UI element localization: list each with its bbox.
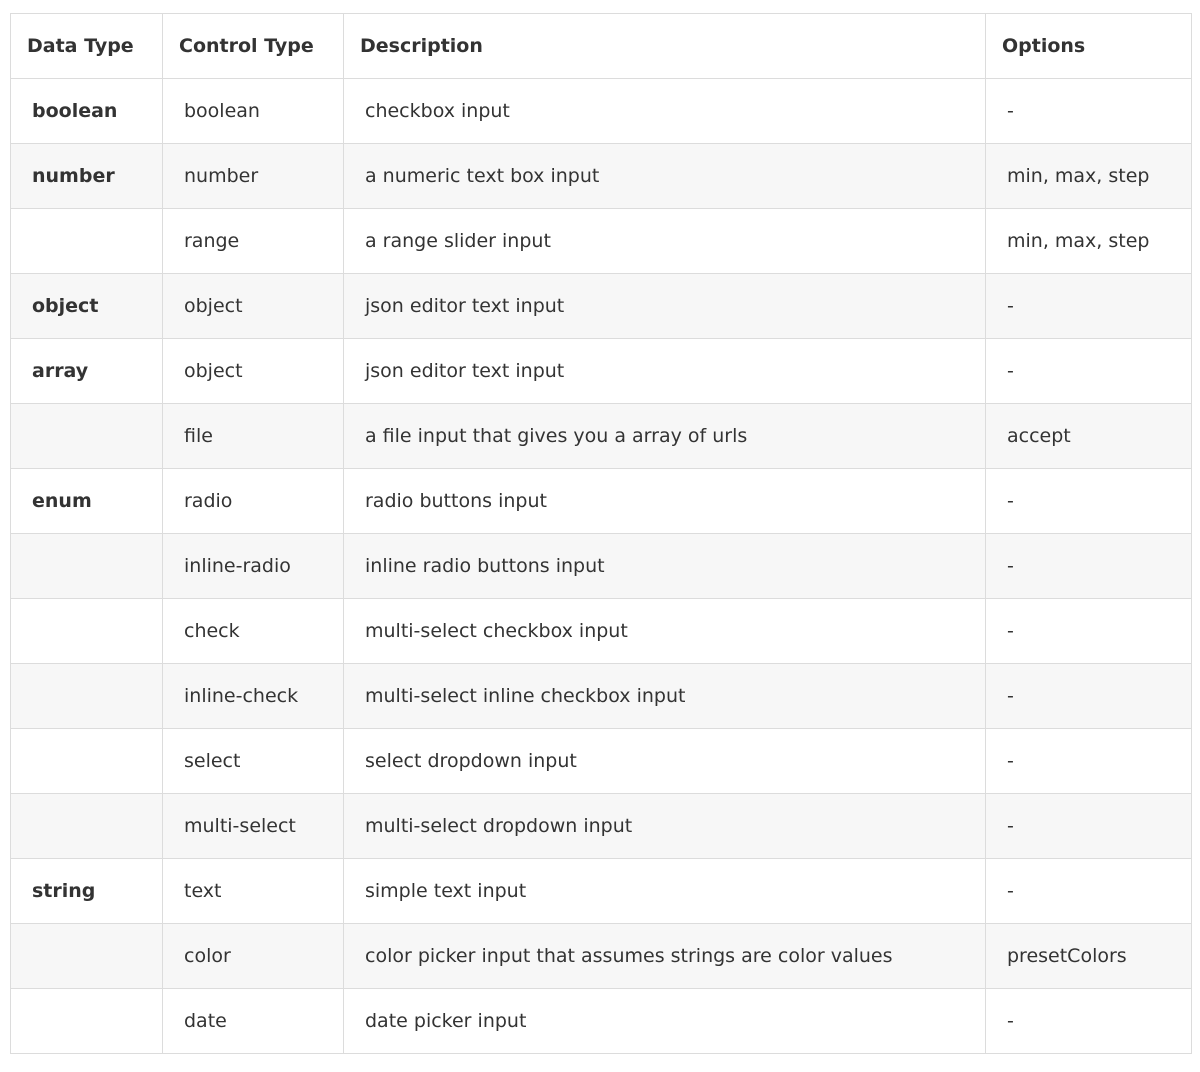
cell-data-type (11, 404, 163, 469)
table-row (11, 274, 1192, 339)
table-row (11, 469, 1192, 534)
cell-description: a numeric text box input (344, 144, 986, 209)
table-row (11, 989, 1192, 1054)
cell-control-type: boolean (163, 79, 344, 144)
cell-control-type: number (163, 144, 344, 209)
cell-options: min, max, step (986, 144, 1192, 209)
cell-description: a range slider input (344, 209, 986, 274)
header-data-type: Data Type (11, 14, 163, 79)
cell-description: radio buttons input (344, 469, 986, 534)
cell-data-type (11, 794, 163, 859)
cell-options: - (986, 79, 1192, 144)
cell-control-type: multi-select (163, 794, 344, 859)
cell-data-type: number (11, 144, 163, 209)
cell-control-type: object (163, 274, 344, 339)
cell-data-type (11, 924, 163, 989)
cell-control-type: text (163, 859, 344, 924)
cell-options: presetColors (986, 924, 1192, 989)
controls-table-container (10, 13, 1191, 1054)
table-header-row (11, 14, 1192, 79)
cell-control-type: file (163, 404, 344, 469)
cell-description: color picker input that assumes strings are color values (344, 924, 986, 989)
cell-control-type: inline-radio (163, 534, 344, 599)
cell-data-type (11, 534, 163, 599)
cell-data-type: boolean (11, 79, 163, 144)
cell-options: - (986, 534, 1192, 599)
cell-options: accept (986, 404, 1192, 469)
cell-description: multi-select inline checkbox input (344, 664, 986, 729)
cell-description: checkbox input (344, 79, 986, 144)
cell-description: date picker input (344, 989, 986, 1054)
cell-description: select dropdown input (344, 729, 986, 794)
controls-table (10, 13, 1192, 1054)
cell-description: a file input that gives you a array of urls (344, 404, 986, 469)
cell-data-type (11, 599, 163, 664)
table-body (11, 79, 1192, 1054)
table-row (11, 794, 1192, 859)
table-row (11, 144, 1192, 209)
cell-data-type (11, 729, 163, 794)
table-row (11, 729, 1192, 794)
table-row (11, 599, 1192, 664)
cell-options: - (986, 469, 1192, 534)
table-row (11, 209, 1192, 274)
cell-control-type: object (163, 339, 344, 404)
cell-data-type (11, 209, 163, 274)
table-row (11, 664, 1192, 729)
table-row (11, 534, 1192, 599)
cell-control-type: range (163, 209, 344, 274)
cell-data-type: array (11, 339, 163, 404)
cell-control-type: color (163, 924, 344, 989)
table-row (11, 404, 1192, 469)
cell-options: - (986, 339, 1192, 404)
cell-description: simple text input (344, 859, 986, 924)
header-control-type: Control Type (163, 14, 344, 79)
table-row (11, 79, 1192, 144)
cell-control-type: check (163, 599, 344, 664)
table-row (11, 339, 1192, 404)
cell-options: - (986, 794, 1192, 859)
cell-control-type: inline-check (163, 664, 344, 729)
cell-description: multi-select checkbox input (344, 599, 986, 664)
cell-control-type: select (163, 729, 344, 794)
cell-description: inline radio buttons input (344, 534, 986, 599)
cell-data-type: string (11, 859, 163, 924)
cell-options: - (986, 989, 1192, 1054)
cell-options: - (986, 664, 1192, 729)
table-row (11, 859, 1192, 924)
cell-data-type (11, 989, 163, 1054)
cell-description: json editor text input (344, 274, 986, 339)
table-row (11, 924, 1192, 989)
cell-data-type: enum (11, 469, 163, 534)
cell-options: - (986, 599, 1192, 664)
cell-control-type: radio (163, 469, 344, 534)
cell-data-type: object (11, 274, 163, 339)
cell-description: json editor text input (344, 339, 986, 404)
header-description: Description (344, 14, 986, 79)
cell-options: min, max, step (986, 209, 1192, 274)
cell-data-type (11, 664, 163, 729)
cell-options: - (986, 274, 1192, 339)
header-options: Options (986, 14, 1192, 79)
cell-control-type: date (163, 989, 344, 1054)
cell-options: - (986, 729, 1192, 794)
cell-options: - (986, 859, 1192, 924)
cell-description: multi-select dropdown input (344, 794, 986, 859)
